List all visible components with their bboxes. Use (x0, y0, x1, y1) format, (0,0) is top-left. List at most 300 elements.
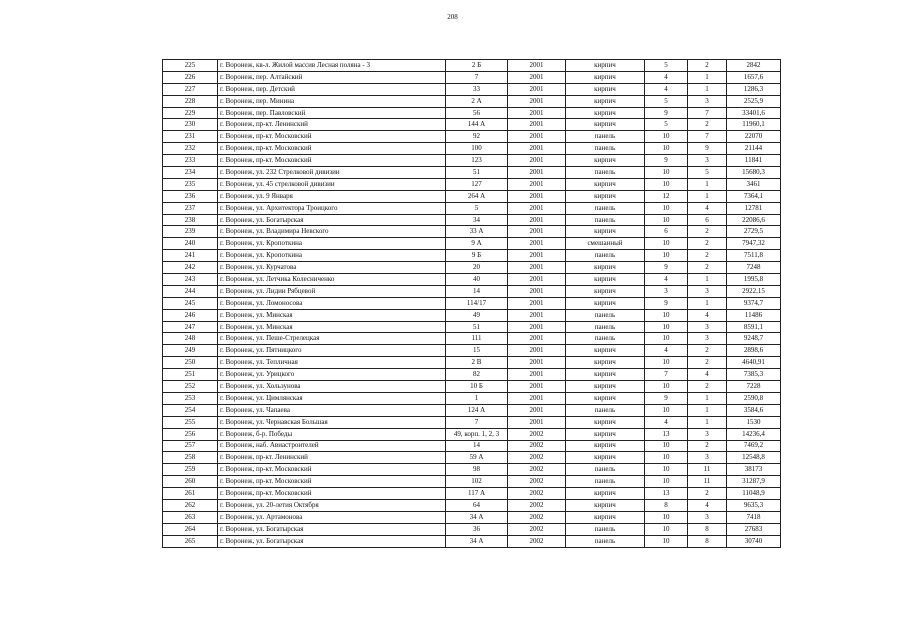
table-row (163, 178, 781, 190)
floors-cell: 4 (645, 71, 688, 83)
address-cell: г. Воронеж, ул. Урицкого (218, 369, 446, 381)
table-row (163, 428, 781, 440)
floors-cell: 9 (645, 155, 688, 167)
table-row (163, 155, 781, 167)
area-cell: 2898,6 (727, 345, 781, 357)
table-row (163, 167, 781, 179)
floors-cell: 13 (645, 428, 688, 440)
address-cell: г. Воронеж, ул. Кропоткина (218, 250, 446, 262)
table-row (163, 392, 781, 404)
year-cell: 2002 (508, 464, 566, 476)
row-number: 232 (163, 143, 218, 155)
area-cell: 2525,9 (727, 95, 781, 107)
year-cell: 2002 (508, 428, 566, 440)
area-cell: 1286,3 (727, 83, 781, 95)
area-cell: 7385,3 (727, 369, 781, 381)
house-number-cell: 102 (446, 476, 508, 488)
area-cell: 12781 (727, 202, 781, 214)
table-row (163, 238, 781, 250)
area-cell: 21144 (727, 143, 781, 155)
area-cell: 2590,8 (727, 392, 781, 404)
year-cell: 2001 (508, 214, 566, 226)
area-cell: 2729,5 (727, 226, 781, 238)
row-number: 225 (163, 60, 218, 72)
house-number-cell: 92 (446, 131, 508, 143)
house-number-cell: 14 (446, 440, 508, 452)
floors-cell: 9 (645, 107, 688, 119)
year-cell: 2001 (508, 143, 566, 155)
row-number: 259 (163, 464, 218, 476)
address-cell: г. Воронеж, ул. Курчатова (218, 262, 446, 274)
area-cell: 22086,6 (727, 214, 781, 226)
table-row (163, 488, 781, 500)
wall-material-cell: кирпич (566, 274, 645, 286)
floors-cell: 10 (645, 452, 688, 464)
housing-registry-table (162, 59, 781, 548)
area-cell: 9635,3 (727, 499, 781, 511)
year-cell: 2002 (508, 535, 566, 547)
entrances-cell: 1 (688, 297, 727, 309)
wall-material-cell: кирпич (566, 369, 645, 381)
row-number: 242 (163, 262, 218, 274)
entrances-cell: 11 (688, 464, 727, 476)
row-number: 247 (163, 321, 218, 333)
table-row (163, 119, 781, 131)
house-number-cell: 7 (446, 416, 508, 428)
year-cell: 2001 (508, 262, 566, 274)
area-cell: 15680,3 (727, 167, 781, 179)
table-row (163, 309, 781, 321)
house-number-cell: 49, корп. 1, 2, 3 (446, 428, 508, 440)
year-cell: 2001 (508, 60, 566, 72)
year-cell: 2001 (508, 297, 566, 309)
entrances-cell: 9 (688, 143, 727, 155)
floors-cell: 13 (645, 488, 688, 500)
floors-cell: 8 (645, 499, 688, 511)
house-number-cell: 2 Б (446, 60, 508, 72)
address-cell: г. Воронеж, пр-кт. Московский (218, 143, 446, 155)
entrances-cell: 3 (688, 511, 727, 523)
table-row (163, 274, 781, 286)
house-number-cell: 59 А (446, 452, 508, 464)
row-number: 250 (163, 357, 218, 369)
house-number-cell: 117 А (446, 488, 508, 500)
entrances-cell: 7 (688, 131, 727, 143)
address-cell: г. Воронеж, пр-кт. Ленинский (218, 119, 446, 131)
wall-material-cell: кирпич (566, 155, 645, 167)
wall-material-cell: кирпич (566, 190, 645, 202)
table-row (163, 226, 781, 238)
wall-material-cell: кирпич (566, 357, 645, 369)
wall-material-cell: кирпич (566, 285, 645, 297)
floors-cell: 10 (645, 535, 688, 547)
floors-cell: 5 (645, 119, 688, 131)
table-row (163, 345, 781, 357)
table-row (163, 523, 781, 535)
house-number-cell: 9 Б (446, 250, 508, 262)
row-number: 239 (163, 226, 218, 238)
entrances-cell: 6 (688, 214, 727, 226)
address-cell: г. Воронеж, ул. Чернавская Большая (218, 416, 446, 428)
wall-material-cell: панель (566, 333, 645, 345)
entrances-cell: 4 (688, 309, 727, 321)
table-row (163, 499, 781, 511)
address-cell: г. Воронеж, ул. Минская (218, 309, 446, 321)
address-cell: г. Воронеж, ул. Богатырская (218, 535, 446, 547)
row-number: 245 (163, 297, 218, 309)
wall-material-cell: кирпич (566, 119, 645, 131)
floors-cell: 10 (645, 440, 688, 452)
floors-cell: 12 (645, 190, 688, 202)
year-cell: 2001 (508, 178, 566, 190)
floors-cell: 9 (645, 392, 688, 404)
address-cell: г. Воронеж, пер. Алтайский (218, 71, 446, 83)
row-number: 262 (163, 499, 218, 511)
house-number-cell: 36 (446, 523, 508, 535)
floors-cell: 10 (645, 321, 688, 333)
house-number-cell: 111 (446, 333, 508, 345)
house-number-cell: 49 (446, 309, 508, 321)
year-cell: 2001 (508, 250, 566, 262)
floors-cell: 4 (645, 274, 688, 286)
entrances-cell: 7 (688, 107, 727, 119)
table-row (163, 285, 781, 297)
floors-cell: 10 (645, 250, 688, 262)
row-number: 243 (163, 274, 218, 286)
house-number-cell: 34 А (446, 511, 508, 523)
floors-cell: 10 (645, 143, 688, 155)
address-cell: г. Воронеж, пр-кт. Ленинский (218, 452, 446, 464)
entrances-cell: 2 (688, 119, 727, 131)
year-cell: 2002 (508, 476, 566, 488)
area-cell: 33401,6 (727, 107, 781, 119)
area-cell: 30740 (727, 535, 781, 547)
floors-cell: 5 (645, 95, 688, 107)
table-row (163, 190, 781, 202)
floors-cell: 10 (645, 333, 688, 345)
area-cell: 9374,7 (727, 297, 781, 309)
area-cell: 12548,8 (727, 452, 781, 464)
address-cell: г. Воронеж, пер. Детский (218, 83, 446, 95)
table-row (163, 476, 781, 488)
floors-cell: 10 (645, 357, 688, 369)
address-cell: г. Воронеж, пер. Павловский (218, 107, 446, 119)
wall-material-cell: кирпич (566, 60, 645, 72)
house-number-cell: 56 (446, 107, 508, 119)
table-row (163, 131, 781, 143)
house-number-cell: 7 (446, 71, 508, 83)
row-number: 228 (163, 95, 218, 107)
year-cell: 2001 (508, 107, 566, 119)
row-number: 235 (163, 178, 218, 190)
floors-cell: 3 (645, 285, 688, 297)
wall-material-cell: кирпич (566, 381, 645, 393)
house-number-cell: 33 А (446, 226, 508, 238)
house-number-cell: 264 А (446, 190, 508, 202)
house-number-cell: 98 (446, 464, 508, 476)
wall-material-cell: кирпич (566, 511, 645, 523)
table-row (163, 464, 781, 476)
floors-cell: 9 (645, 297, 688, 309)
year-cell: 2001 (508, 190, 566, 202)
house-number-cell: 10 Б (446, 381, 508, 393)
row-number: 246 (163, 309, 218, 321)
row-number: 258 (163, 452, 218, 464)
wall-material-cell: панель (566, 523, 645, 535)
area-cell: 8591,1 (727, 321, 781, 333)
wall-material-cell: кирпич (566, 226, 645, 238)
year-cell: 2001 (508, 202, 566, 214)
row-number: 241 (163, 250, 218, 262)
address-cell: г. Воронеж, ул. Кропоткина (218, 238, 446, 250)
wall-material-cell: панель (566, 214, 645, 226)
entrances-cell: 3 (688, 285, 727, 297)
area-cell: 9248,7 (727, 333, 781, 345)
floors-cell: 10 (645, 214, 688, 226)
address-cell: г. Воронеж, пр-кт. Московский (218, 155, 446, 167)
row-number: 231 (163, 131, 218, 143)
year-cell: 2001 (508, 404, 566, 416)
house-number-cell: 124 А (446, 404, 508, 416)
wall-material-cell: панель (566, 321, 645, 333)
row-number: 265 (163, 535, 218, 547)
table-row (163, 357, 781, 369)
entrances-cell: 2 (688, 488, 727, 500)
wall-material-cell: панель (566, 476, 645, 488)
row-number: 234 (163, 167, 218, 179)
table-row (163, 95, 781, 107)
year-cell: 2001 (508, 369, 566, 381)
year-cell: 2001 (508, 83, 566, 95)
row-number: 251 (163, 369, 218, 381)
floors-cell: 10 (645, 238, 688, 250)
year-cell: 2001 (508, 285, 566, 297)
floors-cell: 10 (645, 476, 688, 488)
floors-cell: 10 (645, 523, 688, 535)
address-cell: г. Воронеж, б-р. Победы (218, 428, 446, 440)
address-cell: г. Воронеж, ул. Ломоносова (218, 297, 446, 309)
row-number: 233 (163, 155, 218, 167)
table-row (163, 452, 781, 464)
wall-material-cell: кирпич (566, 345, 645, 357)
address-cell: г. Воронеж, ул. Пятницкого (218, 345, 446, 357)
address-cell: г. Воронеж, ул. Владимира Невского (218, 226, 446, 238)
address-cell: г. Воронеж, кв-л. Жилой массив Лесная поляна - 3 (218, 60, 446, 72)
entrances-cell: 1 (688, 190, 727, 202)
floors-cell: 10 (645, 404, 688, 416)
house-number-cell: 64 (446, 499, 508, 511)
row-number: 236 (163, 190, 218, 202)
entrances-cell: 1 (688, 274, 727, 286)
table-row (163, 381, 781, 393)
house-number-cell: 15 (446, 345, 508, 357)
row-number: 260 (163, 476, 218, 488)
year-cell: 2001 (508, 309, 566, 321)
area-cell: 1995,8 (727, 274, 781, 286)
year-cell: 2001 (508, 155, 566, 167)
entrances-cell: 2 (688, 345, 727, 357)
floors-cell: 10 (645, 178, 688, 190)
house-number-cell: 2 А (446, 95, 508, 107)
floors-cell: 10 (645, 202, 688, 214)
house-number-cell: 14 (446, 285, 508, 297)
address-cell: г. Воронеж, ул. Пеше-Стрелецкая (218, 333, 446, 345)
year-cell: 2001 (508, 274, 566, 286)
entrances-cell: 3 (688, 452, 727, 464)
area-cell: 2842 (727, 60, 781, 72)
address-cell: г. Воронеж, ул. Архитектора Троицкого (218, 202, 446, 214)
area-cell: 22070 (727, 131, 781, 143)
entrances-cell: 4 (688, 202, 727, 214)
year-cell: 2001 (508, 131, 566, 143)
wall-material-cell: панель (566, 309, 645, 321)
row-number: 238 (163, 214, 218, 226)
entrances-cell: 2 (688, 250, 727, 262)
area-cell: 11841 (727, 155, 781, 167)
table-row (163, 416, 781, 428)
floors-cell: 4 (645, 345, 688, 357)
house-number-cell: 5 (446, 202, 508, 214)
entrances-cell: 3 (688, 333, 727, 345)
wall-material-cell: кирпич (566, 488, 645, 500)
area-cell: 7364,1 (727, 190, 781, 202)
area-cell: 14236,4 (727, 428, 781, 440)
row-number: 255 (163, 416, 218, 428)
row-number: 256 (163, 428, 218, 440)
floors-cell: 10 (645, 511, 688, 523)
row-number: 244 (163, 285, 218, 297)
area-cell: 1530 (727, 416, 781, 428)
wall-material-cell: кирпич (566, 499, 645, 511)
table-row (163, 214, 781, 226)
area-cell: 7469,2 (727, 440, 781, 452)
floors-cell: 9 (645, 262, 688, 274)
table-row (163, 83, 781, 95)
area-cell: 11960,1 (727, 119, 781, 131)
house-number-cell: 9 А (446, 238, 508, 250)
row-number: 249 (163, 345, 218, 357)
wall-material-cell: кирпич (566, 416, 645, 428)
address-cell: г. Воронеж, пр-кт. Московский (218, 464, 446, 476)
address-cell: г. Воронеж, пр-кт. Московский (218, 488, 446, 500)
area-cell: 7511,8 (727, 250, 781, 262)
entrances-cell: 2 (688, 357, 727, 369)
address-cell: г. Воронеж, ул. Артамонова (218, 511, 446, 523)
house-number-cell: 127 (446, 178, 508, 190)
wall-material-cell: смешанный (566, 238, 645, 250)
entrances-cell: 2 (688, 381, 727, 393)
entrances-cell: 4 (688, 369, 727, 381)
table-row (163, 297, 781, 309)
house-number-cell: 51 (446, 321, 508, 333)
floors-cell: 6 (645, 226, 688, 238)
address-cell: г. Воронеж, ул. Богатырская (218, 214, 446, 226)
table-row (163, 250, 781, 262)
area-cell: 1657,6 (727, 71, 781, 83)
wall-material-cell: панель (566, 202, 645, 214)
entrances-cell: 2 (688, 226, 727, 238)
row-number: 226 (163, 71, 218, 83)
row-number: 240 (163, 238, 218, 250)
entrances-cell: 2 (688, 440, 727, 452)
year-cell: 2002 (508, 523, 566, 535)
area-cell: 2922,15 (727, 285, 781, 297)
year-cell: 2002 (508, 488, 566, 500)
house-number-cell: 34 (446, 214, 508, 226)
house-number-cell: 33 (446, 83, 508, 95)
wall-material-cell: кирпич (566, 107, 645, 119)
row-number: 237 (163, 202, 218, 214)
address-cell: г. Воронеж, ул. Летчика Колесниченко (218, 274, 446, 286)
table-row (163, 60, 781, 72)
table-row (163, 511, 781, 523)
table-row (163, 404, 781, 416)
entrances-cell: 1 (688, 178, 727, 190)
entrances-cell: 8 (688, 523, 727, 535)
wall-material-cell: панель (566, 464, 645, 476)
year-cell: 2002 (508, 452, 566, 464)
wall-material-cell: кирпич (566, 392, 645, 404)
wall-material-cell: кирпич (566, 262, 645, 274)
entrances-cell: 2 (688, 60, 727, 72)
house-number-cell: 100 (446, 143, 508, 155)
row-number: 261 (163, 488, 218, 500)
row-number: 264 (163, 523, 218, 535)
house-number-cell: 1 (446, 392, 508, 404)
entrances-cell: 11 (688, 476, 727, 488)
address-cell: г. Воронеж, пр-кт. Московский (218, 131, 446, 143)
area-cell: 7418 (727, 511, 781, 523)
year-cell: 2002 (508, 440, 566, 452)
area-cell: 27683 (727, 523, 781, 535)
area-cell: 11486 (727, 309, 781, 321)
year-cell: 2001 (508, 71, 566, 83)
address-cell: г. Воронеж, ул. Лидии Рябцевой (218, 285, 446, 297)
wall-material-cell: кирпич (566, 178, 645, 190)
entrances-cell: 1 (688, 83, 727, 95)
area-cell: 3584,6 (727, 404, 781, 416)
entrances-cell: 1 (688, 71, 727, 83)
row-number: 257 (163, 440, 218, 452)
address-cell: г. Воронеж, ул. Минская (218, 321, 446, 333)
table-row (163, 202, 781, 214)
row-number: 254 (163, 404, 218, 416)
row-number: 227 (163, 83, 218, 95)
area-cell: 7947,32 (727, 238, 781, 250)
floors-cell: 10 (645, 131, 688, 143)
year-cell: 2002 (508, 511, 566, 523)
entrances-cell: 2 (688, 262, 727, 274)
entrances-cell: 3 (688, 95, 727, 107)
floors-cell: 4 (645, 416, 688, 428)
row-number: 263 (163, 511, 218, 523)
floors-cell: 10 (645, 309, 688, 321)
year-cell: 2001 (508, 167, 566, 179)
year-cell: 2001 (508, 345, 566, 357)
table-row (163, 143, 781, 155)
wall-material-cell: кирпич (566, 95, 645, 107)
address-cell: г. Воронеж, ул. Богатырская (218, 523, 446, 535)
table-row (163, 107, 781, 119)
wall-material-cell: кирпич (566, 428, 645, 440)
table-row (163, 262, 781, 274)
address-cell: г. Воронеж, наб. Авиастроителей (218, 440, 446, 452)
floors-cell: 4 (645, 83, 688, 95)
year-cell: 2001 (508, 119, 566, 131)
year-cell: 2001 (508, 392, 566, 404)
wall-material-cell: панель (566, 404, 645, 416)
floors-cell: 10 (645, 167, 688, 179)
